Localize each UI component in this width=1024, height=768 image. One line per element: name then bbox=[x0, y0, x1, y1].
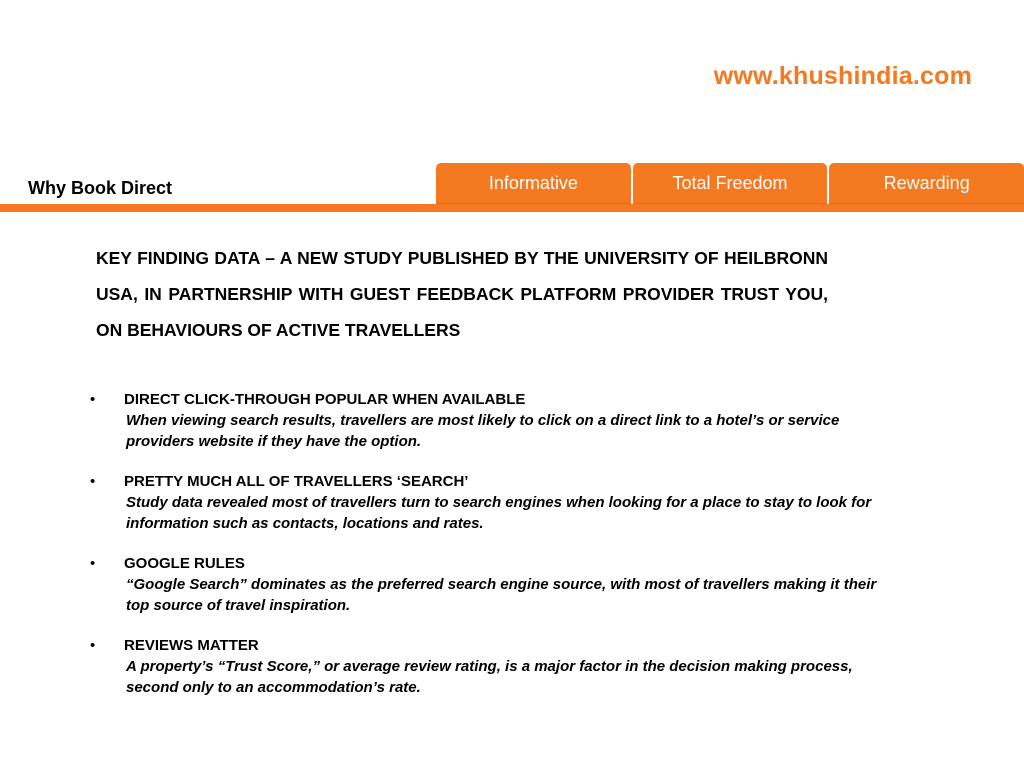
finding-title: REVIEWS MATTER bbox=[124, 637, 259, 654]
list-item bbox=[90, 636, 910, 698]
tab-rewarding[interactable]: Rewarding bbox=[829, 163, 1024, 204]
bullet-icon: • bbox=[90, 391, 96, 408]
bullet-icon: • bbox=[90, 473, 96, 490]
finding-title: GOOGLE RULES bbox=[124, 555, 245, 572]
list-item bbox=[90, 472, 910, 534]
header-divider bbox=[0, 204, 1024, 212]
finding-description: A property’s “Trust Score,” or average review rating, is a major factor in the decision making process, second only to an accommodation’s rate. bbox=[126, 658, 853, 696]
section-title: Why Book Direct bbox=[28, 178, 173, 198]
tab-informative[interactable]: Informative bbox=[436, 163, 631, 204]
page-headline: KEY FINDING DATA – A NEW STUDY PUBLISHED BY THE UNIVERSITY OF HEILBRONN USA, IN PARTNERSHIP WITH GUEST FEEDBACK PLATFORM PROVIDER TRUST YOU, ON BEHAVIOURS OF ACTIVE TRAVELLERS bbox=[96, 248, 828, 340]
finding-description: When viewing search results, travellers are most likely to click on a direct link to a hotel’s or service providers website if they have the option. bbox=[126, 412, 840, 450]
finding-title: PRETTY MUCH ALL OF TRAVELLERS ‘SEARCH’ bbox=[124, 473, 469, 490]
bullet-icon: • bbox=[90, 637, 96, 654]
list-item bbox=[90, 554, 910, 616]
finding-description: Study data revealed most of travellers turn to search engines when looking for a place to stay to look for information such as contacts, locations and rates. bbox=[126, 494, 872, 532]
finding-title: DIRECT CLICK-THROUGH POPULAR WHEN AVAILABLE bbox=[124, 391, 526, 408]
list-item bbox=[90, 390, 910, 452]
finding-description: “Google Search” dominates as the preferred search engine source, with most of travellers making it their top source of travel inspiration. bbox=[126, 576, 877, 614]
findings-list bbox=[90, 390, 910, 718]
bullet-icon: • bbox=[90, 555, 96, 572]
tab-bar bbox=[436, 163, 1024, 204]
tab-total-freedom[interactable]: Total Freedom bbox=[633, 163, 828, 204]
site-url[interactable]: www.khushindia.com bbox=[713, 62, 972, 90]
